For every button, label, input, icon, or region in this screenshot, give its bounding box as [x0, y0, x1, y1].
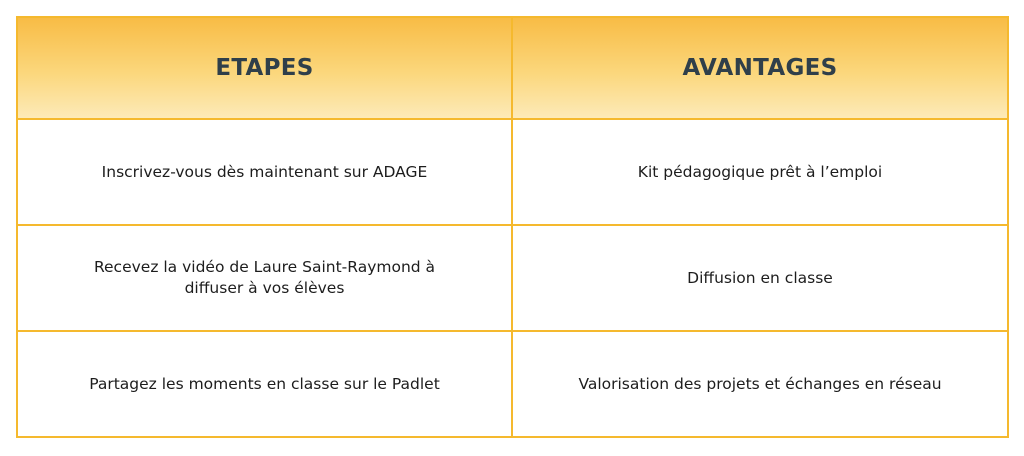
- table-cell-benefit: [512, 331, 1008, 437]
- table-cell-step: [17, 119, 512, 225]
- benefit-2-text: Diffusion en classe: [687, 268, 833, 287]
- step-2-text: Recevez la vidéo de Laure Saint-Raymond à diffuser à vos élèves: [93, 258, 436, 297]
- table-cell-benefit: [512, 119, 1008, 225]
- table-header-row: [17, 17, 1008, 119]
- header-avantages: AVANTAGES: [512, 17, 1008, 119]
- benefit-3-text: Valorisation des projets et échanges en réseau: [578, 374, 942, 393]
- steps-benefits-table-container: [16, 16, 1007, 438]
- table-row: [17, 331, 1008, 437]
- steps-benefits-table: [16, 16, 1009, 438]
- table-row: [17, 119, 1008, 225]
- table-cell-step: [17, 225, 512, 331]
- benefit-1-text: Kit pédagogique prêt à l’emploi: [637, 162, 883, 181]
- table-cell-benefit: [512, 225, 1008, 331]
- table-row: [17, 225, 1008, 331]
- table-cell-step: [17, 331, 512, 437]
- step-1-text: Inscrivez-vous dès maintenant sur ADAGE: [101, 162, 428, 181]
- step-3-text: Partagez les moments en classe sur le Padlet: [89, 374, 440, 393]
- header-etapes: ETAPES: [17, 17, 512, 119]
